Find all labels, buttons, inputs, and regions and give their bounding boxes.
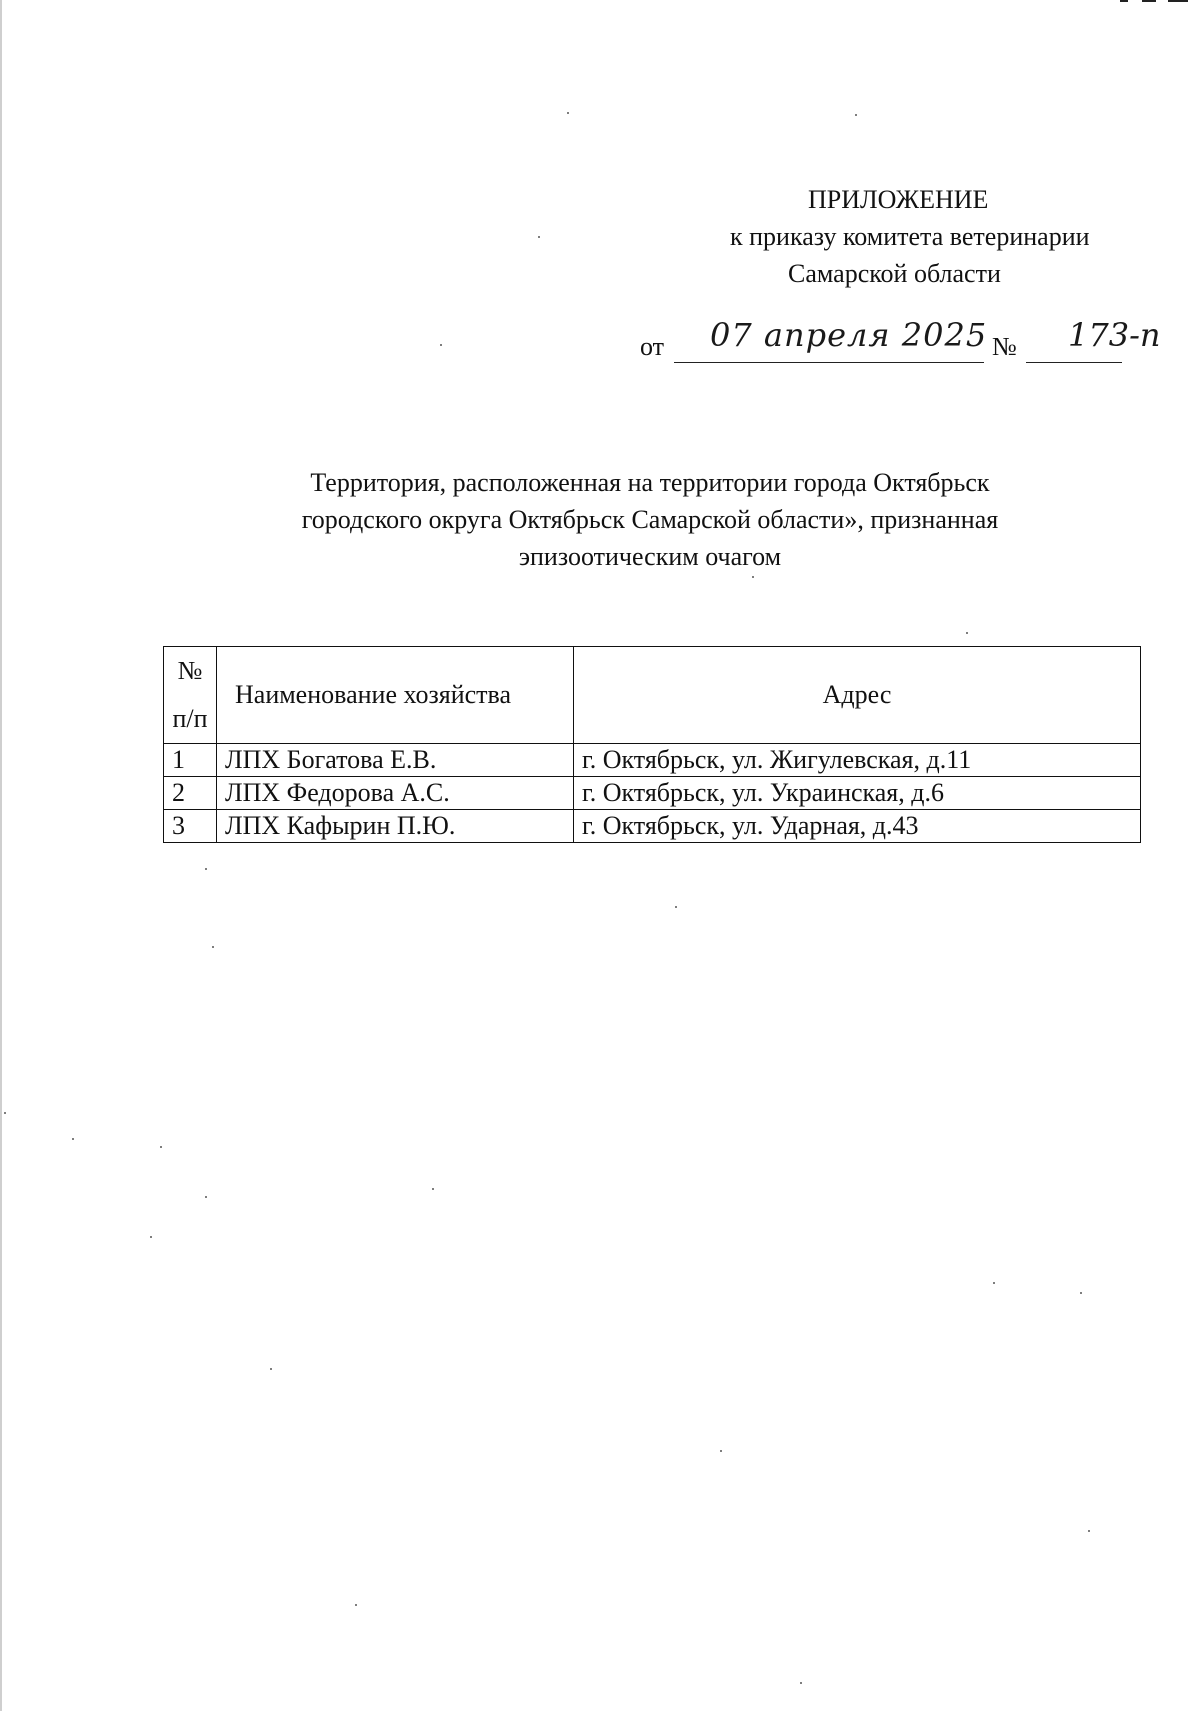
scan-speck — [720, 1450, 722, 1452]
row-address: г. Октябрьск, ул. Жигулевская, д.11 — [574, 744, 1141, 777]
header-number-symbol: № — [177, 656, 203, 685]
scan-speck — [800, 1682, 802, 1684]
scan-speck — [205, 1196, 207, 1198]
document-title-line: городского округа Октябрьск Самарской области», признанная — [301, 505, 999, 534]
row-farm-name: ЛПХ Федорова А.С. — [217, 777, 574, 810]
appendix-title: ПРИЛОЖЕНИЕ — [808, 185, 989, 214]
document-title — [200, 464, 1100, 575]
table-row — [164, 810, 1141, 843]
row-number: 1 — [164, 744, 217, 777]
appendix-region-line: Самарской области — [788, 259, 1001, 288]
scan-speck — [752, 576, 754, 578]
document-title-line: эпизоотическим очагом — [518, 542, 782, 571]
order-number-label: № — [992, 332, 1017, 361]
document-title-line: Территория, расположенная на территории города Октябрьск — [310, 468, 990, 497]
scan-speck — [1080, 1292, 1082, 1294]
farms-table — [163, 646, 1141, 843]
scan-speck — [538, 236, 540, 238]
scan-speck — [567, 112, 569, 114]
scan-speck — [355, 1604, 357, 1606]
scan-marks — [1120, 0, 1190, 3]
scan-speck — [966, 632, 968, 634]
order-date-handwritten: 07 апреля 2025 — [710, 316, 988, 354]
scan-speck — [675, 906, 677, 908]
scan-speck — [440, 344, 442, 346]
header-address: Адрес — [574, 647, 1141, 744]
header-number — [164, 647, 217, 744]
scan-speck — [993, 1282, 995, 1284]
table-row — [164, 777, 1141, 810]
table-row — [164, 744, 1141, 777]
scan-speck — [150, 1236, 152, 1238]
header-number-abbr: п/п — [172, 704, 208, 733]
scan-edge — [0, 0, 2, 1711]
appendix-reference-line: к приказу комитета ветеринарии — [730, 222, 1090, 251]
header-farm-name: Наименование хозяйства — [217, 647, 574, 744]
scan-speck — [160, 1146, 162, 1148]
scan-speck — [1088, 1530, 1090, 1532]
scan-speck — [205, 868, 207, 870]
scan-speck — [855, 114, 857, 116]
order-from-label: от — [640, 332, 665, 361]
scan-speck — [72, 1138, 74, 1140]
row-farm-name: ЛПХ Кафырин П.Ю. — [217, 810, 574, 843]
scan-speck — [4, 1112, 6, 1114]
row-address: г. Октябрьск, ул. Украинская, д.6 — [574, 777, 1141, 810]
scan-speck — [432, 1188, 434, 1190]
row-farm-name: ЛПХ Богатова Е.В. — [217, 744, 574, 777]
row-address: г. Октябрьск, ул. Ударная, д.43 — [574, 810, 1141, 843]
order-date-field — [674, 316, 988, 363]
table-header-row — [164, 647, 1141, 744]
scan-speck — [212, 946, 214, 948]
row-number: 3 — [164, 810, 217, 843]
row-number: 2 — [164, 777, 217, 810]
order-number-field — [1026, 316, 1161, 363]
scan-speck — [270, 1368, 272, 1370]
order-details — [636, 316, 1161, 370]
order-number-handwritten: 173-п — [1068, 316, 1161, 354]
